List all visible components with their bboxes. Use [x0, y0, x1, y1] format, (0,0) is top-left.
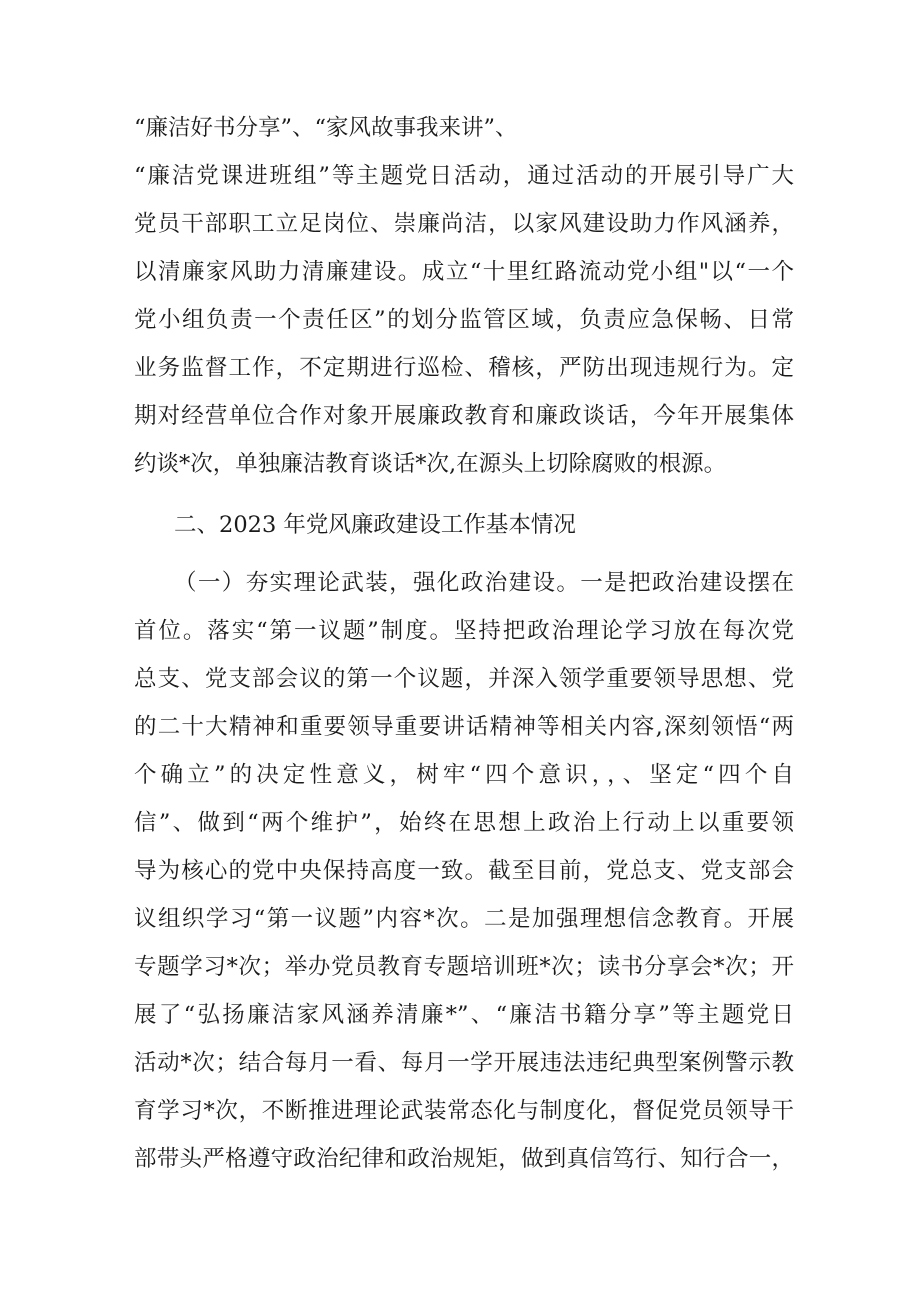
- paragraph-2-line-6: 信”、做到“两个维护”，始终在思想上政治上行动上以重要领: [134, 810, 794, 836]
- paragraph-2-line-5: 个确立”的决定性意义，树牢“四个意识，，、坚定“四个自: [134, 762, 794, 788]
- paragraph-1-line-6: 业务监督工作，不定期进行巡检、稽核，严防出现违规行为。定: [134, 355, 794, 381]
- section-heading: 二、2023 年党风廉政建设工作基本情况: [174, 512, 576, 538]
- paragraph-1-line-3: 党员干部职工立足岗位、崇廉尚洁，以家风建设助力作风涵养，: [134, 211, 794, 237]
- paragraph-1-line-2: “廉洁党课进班组”等主题党日活动，通过活动的开展引导广大: [134, 163, 794, 189]
- paragraph-2-line-12: 育学习*次，不断推进理论武装常态化与制度化，督促党员领导干: [134, 1098, 794, 1124]
- paragraph-1-line-4: 以清廉家风助力清廉建设。成立“十里红路流动党小组"以“一个: [134, 259, 794, 285]
- paragraph-2-line-3: 总支、党支部会议的第一个议题，并深入领学重要领导思想、党: [134, 666, 794, 692]
- paragraph-2-line-13: 部带头严格遵守政治纪律和政治规矩，做到真信笃行、知行合一，: [134, 1146, 794, 1172]
- paragraph-2-line-10: 展了“弘扬廉洁家风涵养清廉*”、“廉洁书籍分享”等主题党日: [134, 1002, 794, 1028]
- paragraph-1-line-7: 期对经营单位合作对象开展廉政教育和廉政谈话，今年开展集体: [134, 403, 794, 429]
- paragraph-2-line-8: 议组织学习“第一议题”内容*次。二是加强理想信念教育。开展: [134, 906, 794, 932]
- paragraph-2-line-4: 的二十大精神和重要领导重要讲话精神等相关内容,深刻领悟“两: [134, 714, 794, 740]
- paragraph-2-line-2: 首位。落实“第一议题”制度。坚持把政治理论学习放在每次党: [134, 618, 794, 644]
- paragraph-2-line-7: 导为核心的党中央保持高度一致。截至目前，党总支、党支部会: [134, 858, 794, 884]
- paragraph-1-line-1: “廉洁好书分享”、“家风故事我来讲”、: [134, 115, 518, 141]
- paragraph-2-line-9: 专题学习*次；举办党员教育专题培训班*次；读书分享会*次；开: [134, 954, 794, 980]
- paragraph-1-line-8: 约谈*次，单独廉洁教育谈话*次,在源头上切除腐败的根源。: [134, 451, 727, 477]
- paragraph-2-line-11: 活动*次；结合每月一看、每月一学开展违法违纪典型案例警示教: [134, 1050, 794, 1076]
- paragraph-1-line-5: 党小组负责一个责任区”的划分监管区域，负责应急保畅、日常: [134, 307, 794, 333]
- paragraph-2-line-1: （一）夯实理论武装，强化政治建设。一是把政治建设摆在: [174, 570, 794, 596]
